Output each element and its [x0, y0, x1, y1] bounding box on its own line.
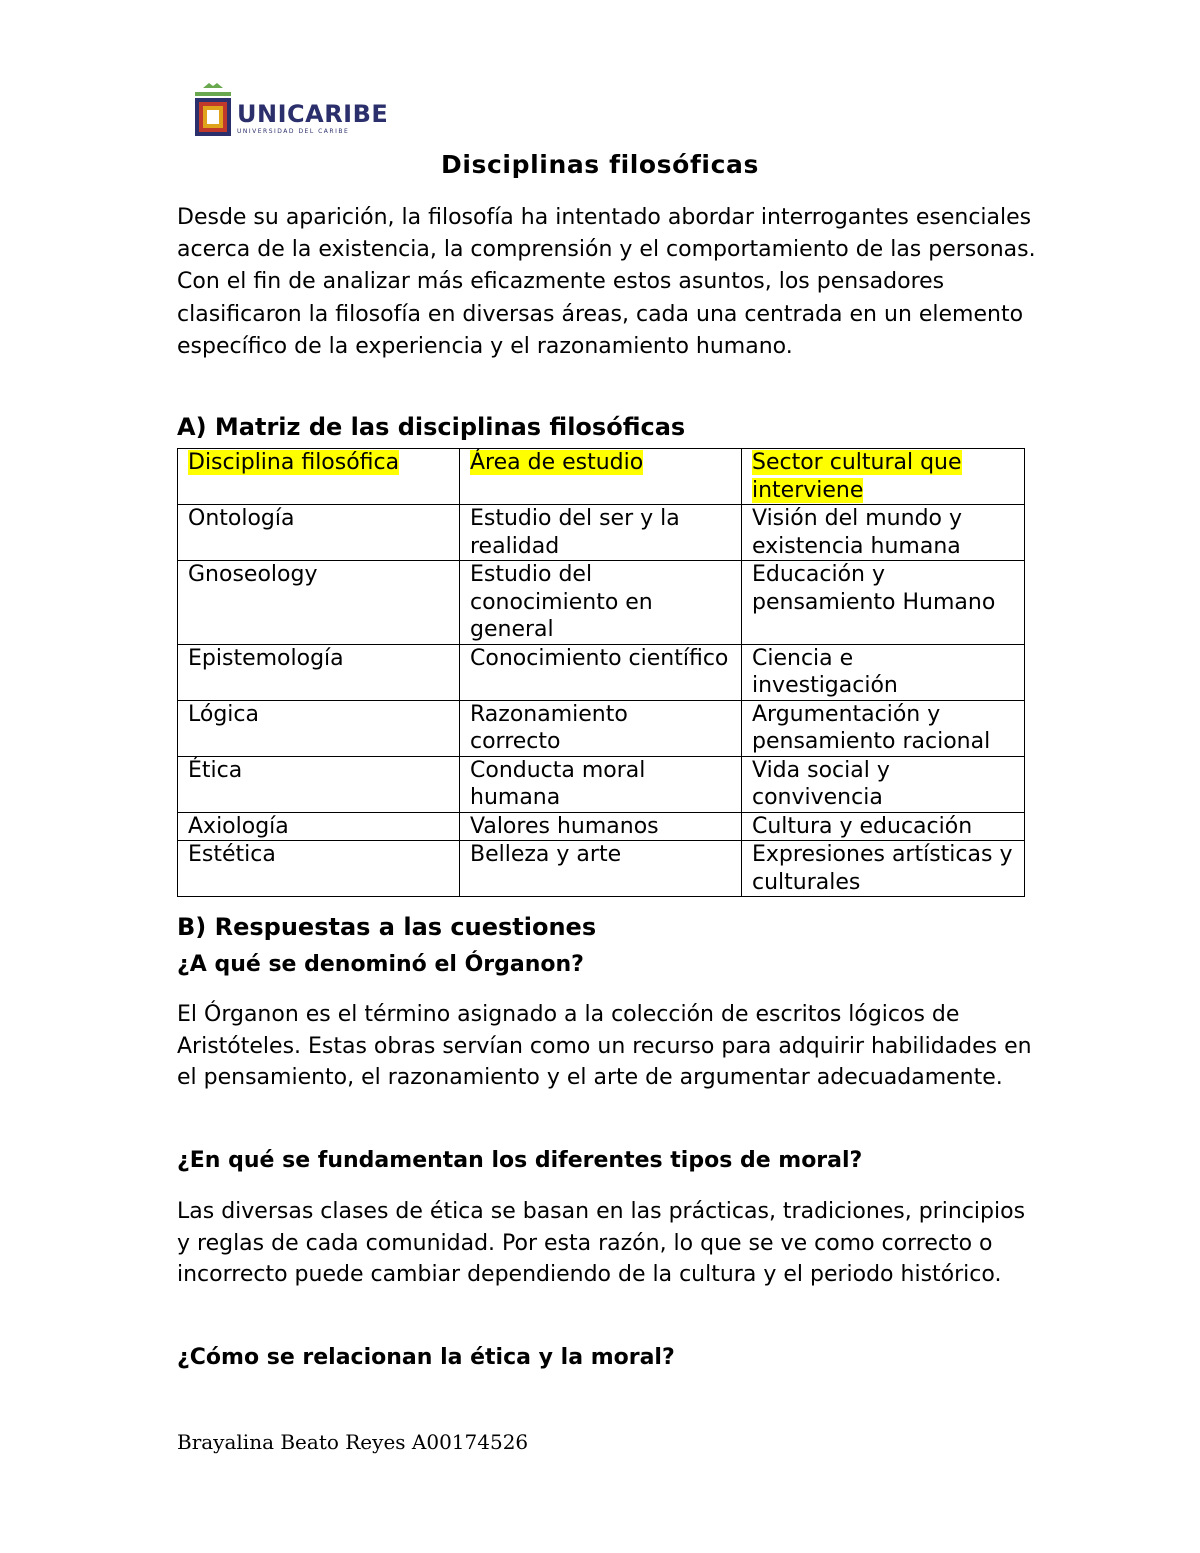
question-organon: ¿A qué se denominó el Órganon? — [177, 952, 584, 977]
footer-author: Brayalina Beato Reyes A00174526 — [177, 1430, 529, 1454]
table-cell: Ciencia e investigación — [742, 644, 1025, 700]
table-cell: Visión del mundo y existencia humana — [742, 505, 1025, 561]
table-cell: Estudio del conocimiento en general — [460, 561, 742, 645]
table-row — [178, 505, 1025, 561]
table-header-cell: Área de estudio — [460, 449, 742, 505]
table-cell: Ética — [178, 756, 460, 812]
table-header-cell: Sector cultural que interviene — [742, 449, 1025, 505]
logo-wordmark: UNICARIBE — [237, 100, 389, 128]
question-ethics-moral: ¿Cómo se relacionan la ética y la moral? — [177, 1345, 675, 1370]
table-cell: Vida social y convivencia — [742, 756, 1025, 812]
table-header-row — [178, 449, 1025, 505]
table-cell: Lógica — [178, 700, 460, 756]
table-cell: Razonamiento correcto — [460, 700, 742, 756]
intro-paragraph: Desde su aparición, la filosofía ha intentado abordar interrogantes esenciales acerca de la existencia, la comprensión y el comportamiento de las personas. Con el fin de analizar más eficazmente estos asuntos, los pensadores clasificaron la filosofía en diversas áreas, cada una centrada en un elemento específico de la experiencia y el razonamiento humano. — [177, 205, 1036, 359]
table-cell: Axiología — [178, 812, 460, 841]
table-cell: Educación y pensamiento Humano — [742, 561, 1025, 645]
table-row — [178, 700, 1025, 756]
table-header-cell: Disciplina filosófica — [178, 449, 460, 505]
table-cell: Gnoseology — [178, 561, 460, 645]
table-cell: Valores humanos — [460, 812, 742, 841]
table-row — [178, 841, 1025, 897]
table-cell: Belleza y arte — [460, 841, 742, 897]
table-row — [178, 812, 1025, 841]
table-cell: Conocimiento científico — [460, 644, 742, 700]
document-title: Disciplinas filosóficas — [441, 150, 759, 179]
unicaribe-logo — [193, 80, 389, 140]
table-cell: Expresiones artísticas y culturales — [742, 841, 1025, 897]
answer-organon: El Órganon es el término asignado a la colección de escritos lógicos de Aristóteles. Estas obras servían como un recurso para adquirir habilidades en el pensamiento, el razonamiento y el arte de argumentar adecuadamente. — [177, 1002, 1032, 1090]
table-cell: Ontología — [178, 505, 460, 561]
table-row — [178, 644, 1025, 700]
unicaribe-logo-icon — [193, 80, 233, 138]
table-cell: Epistemología — [178, 644, 460, 700]
table-cell: Estudio del ser y la realidad — [460, 505, 742, 561]
disciplines-table — [177, 448, 1025, 897]
section-b-heading: B) Respuestas a las cuestiones — [177, 913, 597, 941]
table-cell: Estética — [178, 841, 460, 897]
question-moral-types: ¿En qué se fundamentan los diferentes tipos de moral? — [177, 1148, 863, 1173]
table-cell: Conducta moral humana — [460, 756, 742, 812]
table-cell: Cultura y educación — [742, 812, 1025, 841]
table-row — [178, 756, 1025, 812]
answer-moral-types: Las diversas clases de ética se basan en las prácticas, tradiciones, principios y reglas de cada comunidad. Por esta razón, lo que se ve como correcto o incorrecto puede cambiar dependiendo de la cultura y el periodo histórico. — [177, 1199, 1026, 1287]
table-cell: Argumentación y pensamiento racional — [742, 700, 1025, 756]
logo-tagline: UNIVERSIDAD DEL CARIBE — [237, 128, 350, 135]
table-row — [178, 561, 1025, 645]
section-a-heading: A) Matriz de las disciplinas filosóficas — [177, 413, 686, 441]
